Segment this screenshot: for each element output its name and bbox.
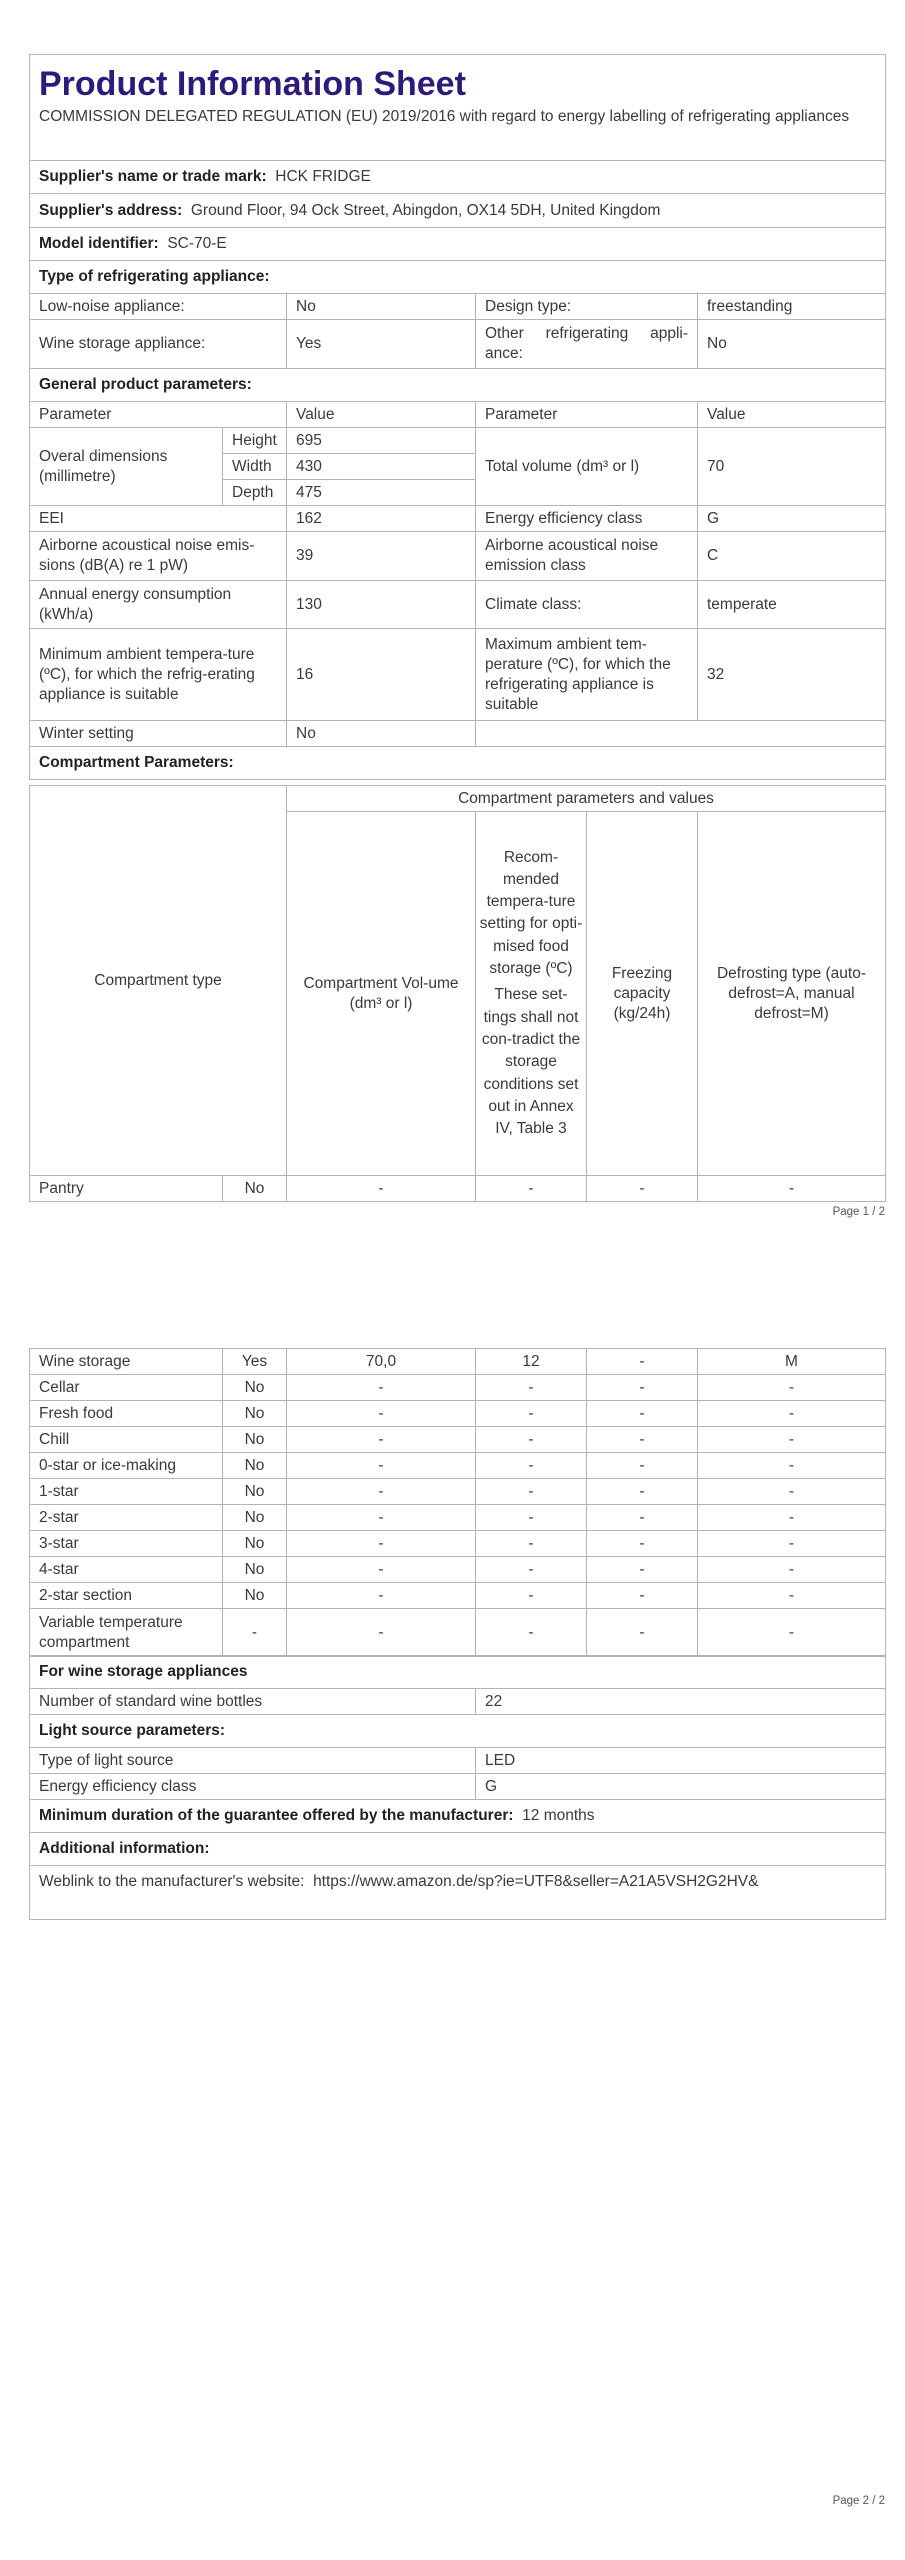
info-table-page-1	[29, 54, 886, 780]
compartment-volume: -	[287, 1427, 476, 1453]
table-row	[30, 1531, 886, 1557]
energy-consumption-value: 130	[287, 581, 476, 629]
supplier-value: HCK FRIDGE	[275, 168, 371, 185]
guarantee-value: 12 months	[522, 1807, 595, 1824]
page-2	[0, 1280, 905, 2560]
compartment-volume: -	[287, 1479, 476, 1505]
compartment-defrost: -	[698, 1375, 886, 1401]
depth-label: Depth	[223, 480, 287, 506]
compartment-name: 3-star	[30, 1531, 223, 1557]
other-appliance-label: Other refrigerating appli-ance:	[476, 320, 698, 369]
light-type-label: Type of light source	[30, 1748, 476, 1774]
low-noise-value: No	[287, 294, 476, 320]
page-title: Product Information Sheet	[39, 65, 466, 103]
pantry-present: No	[223, 1176, 287, 1202]
col-compartment-type: Compartment type	[30, 786, 287, 1176]
compartment-temp: -	[476, 1583, 587, 1609]
address-label: Supplier's address:	[39, 201, 183, 219]
table-row	[30, 1583, 886, 1609]
width-value: 430	[287, 454, 476, 480]
model-row	[30, 228, 886, 261]
compartment-present: No	[223, 1505, 287, 1531]
height-label: Height	[223, 428, 287, 454]
compartment-present: No	[223, 1427, 287, 1453]
table-row	[30, 1349, 886, 1375]
compartment-present: No	[223, 1531, 287, 1557]
other-appliance-value: No	[698, 320, 886, 369]
winter-setting-label: Winter setting	[30, 721, 287, 747]
compartment-temp: -	[476, 1375, 587, 1401]
energy-consumption-label: Annual energy consumption (kWh/a)	[30, 581, 287, 629]
table-row	[30, 1375, 886, 1401]
compartment-defrost: -	[698, 1505, 886, 1531]
pantry-temp: -	[476, 1176, 587, 1202]
compartment-freezing: -	[587, 1531, 698, 1557]
compartment-freezing: -	[587, 1427, 698, 1453]
compartment-volume: -	[287, 1531, 476, 1557]
table-row	[30, 1176, 886, 1202]
wine-bottles-label: Number of standard wine bottles	[30, 1689, 476, 1715]
compartment-temp: -	[476, 1401, 587, 1427]
max-temp-label: Maximum ambient tem-perature (ºC), for which the refrigerating appliance is suitable	[476, 629, 698, 721]
table-row	[30, 1453, 886, 1479]
compartment-name: 0-star or ice-making	[30, 1453, 223, 1479]
compartment-volume: -	[287, 1401, 476, 1427]
width-label: Width	[223, 454, 287, 480]
wine-storage-label: Wine storage appliance:	[30, 320, 287, 369]
wine-storage-value: Yes	[287, 320, 476, 369]
weblink-row	[30, 1866, 886, 1920]
max-temp-value: 32	[698, 629, 886, 721]
wine-heading: For wine storage appliances	[30, 1656, 886, 1689]
compartment-present: No	[223, 1375, 287, 1401]
page-number-2: Page 2 / 2	[832, 2495, 885, 2507]
compartment-name: Chill	[30, 1427, 223, 1453]
compartment-defrost: -	[698, 1401, 886, 1427]
table-row	[30, 1557, 886, 1583]
compartment-temp: -	[476, 1453, 587, 1479]
energy-class-label: Energy efficiency class	[476, 506, 698, 532]
info-table-page-2	[29, 1655, 886, 1920]
total-volume-value: 70	[698, 428, 886, 506]
low-noise-label: Low-noise appliance:	[30, 294, 287, 320]
header-cell	[30, 55, 886, 161]
supplier-label: Supplier's name or trade mark:	[39, 168, 267, 185]
pantry-name: Pantry	[30, 1176, 223, 1202]
additional-heading: Additional information:	[30, 1833, 886, 1866]
compartment-freezing: -	[587, 1453, 698, 1479]
compartment-freezing: -	[587, 1349, 698, 1375]
noise-class-value: C	[698, 532, 886, 581]
page-number-1: Page 1 / 2	[832, 1206, 885, 1218]
table-row	[30, 1479, 886, 1505]
temp-note-1: Recom-mended tempera-ture setting for opti-mised food storage (ºC)	[479, 848, 583, 978]
compartment-freezing: -	[587, 1505, 698, 1531]
col-value-2: Value	[698, 402, 886, 428]
climate-class-label: Climate class:	[476, 581, 698, 629]
col-compartment-volume: Compartment Vol-ume (dm³ or l)	[287, 812, 476, 1176]
compartment-volume: -	[287, 1609, 476, 1657]
total-volume-label: Total volume (dm³ or l)	[476, 428, 698, 506]
min-temp-value: 16	[287, 629, 476, 721]
compartment-present: -	[223, 1609, 287, 1657]
winter-setting-value: No	[287, 721, 476, 747]
address-value: Ground Floor, 94 Ock Street, Abingdon, OX14 5DH, United Kingdom	[190, 201, 661, 219]
compartment-volume: 70,0	[287, 1349, 476, 1375]
compartment-defrost: M	[698, 1349, 886, 1375]
type-heading: Type of refrigerating appliance:	[30, 261, 886, 294]
compartment-present: No	[223, 1583, 287, 1609]
regulation-text: COMMISSION DELEGATED REGULATION (EU) 2019/2016 with regard to energy labelling of refrigerating appliances	[39, 108, 850, 125]
depth-value: 475	[287, 480, 476, 506]
compartment-defrost: -	[698, 1427, 886, 1453]
general-heading: General product parameters:	[30, 369, 886, 402]
compartment-group-header: Compartment parameters and values	[287, 786, 886, 812]
temp-note-2: These set-tings shall not con-tradict the storage conditions set out in Annex IV, Table 3	[481, 986, 581, 1138]
compartment-freezing: -	[587, 1401, 698, 1427]
pantry-freezing: -	[587, 1176, 698, 1202]
col-value-1: Value	[287, 402, 476, 428]
eei-value: 162	[287, 506, 476, 532]
table-row	[30, 1401, 886, 1427]
compartment-temp: -	[476, 1609, 587, 1657]
compartment-temp: 12	[476, 1349, 587, 1375]
model-value: SC-70-E	[167, 235, 227, 252]
compartment-temp: -	[476, 1557, 587, 1583]
min-temp-label: Minimum ambient tempera-ture (ºC), for which the refrig-erating appliance is suitable	[30, 629, 287, 721]
noise-class-label: Airborne acoustical noise emission class	[476, 532, 698, 581]
weblink-value: https://www.amazon.de/sp?ie=UTF8&seller=A21A5VSH2G2HV&	[313, 1873, 759, 1890]
compartment-name: Variable temperature compartment	[30, 1609, 223, 1657]
pantry-defrost: -	[698, 1176, 886, 1202]
compartment-defrost: -	[698, 1609, 886, 1657]
compartment-volume: -	[287, 1375, 476, 1401]
table-row	[30, 1609, 886, 1657]
compartment-table-page-2	[29, 1348, 886, 1657]
compartment-name: Wine storage	[30, 1349, 223, 1375]
compartment-name: Fresh food	[30, 1401, 223, 1427]
compartment-freezing: -	[587, 1479, 698, 1505]
compartment-freezing: -	[587, 1557, 698, 1583]
noise-value: 39	[287, 532, 476, 581]
compartment-volume: -	[287, 1453, 476, 1479]
wine-bottles-value: 22	[476, 1689, 886, 1715]
model-label: Model identifier:	[39, 235, 159, 252]
pantry-volume: -	[287, 1176, 476, 1202]
height-value: 695	[287, 428, 476, 454]
compartment-name: 4-star	[30, 1557, 223, 1583]
compartment-volume: -	[287, 1557, 476, 1583]
noise-label: Airborne acoustical noise emis-sions (dB(A) re 1 pW)	[30, 532, 287, 581]
compartment-present: Yes	[223, 1349, 287, 1375]
compartment-temp: -	[476, 1505, 587, 1531]
eei-label: EEI	[30, 506, 287, 532]
col-recommended-temperature	[476, 812, 587, 1176]
energy-class-value: G	[698, 506, 886, 532]
light-type-value: LED	[476, 1748, 886, 1774]
col-defrosting-type: Defrosting type (auto-defrost=A, manual defrost=M)	[698, 812, 886, 1176]
compartment-present: No	[223, 1479, 287, 1505]
compartment-present: No	[223, 1401, 287, 1427]
compartment-freezing: -	[587, 1583, 698, 1609]
address-row	[30, 194, 886, 228]
table-row	[30, 1505, 886, 1531]
guarantee-label: Minimum duration of the guarantee offered by the manufacturer:	[39, 1807, 514, 1824]
compartment-present: No	[223, 1453, 287, 1479]
compartment-temp: -	[476, 1427, 587, 1453]
compartment-name: 2-star section	[30, 1583, 223, 1609]
col-freezing-capacity: Freezing capacity (kg/24h)	[587, 812, 698, 1176]
compartment-defrost: -	[698, 1453, 886, 1479]
compartment-defrost: -	[698, 1583, 886, 1609]
supplier-row	[30, 161, 886, 194]
compartment-temp: -	[476, 1531, 587, 1557]
compartment-volume: -	[287, 1505, 476, 1531]
compartment-defrost: -	[698, 1479, 886, 1505]
compartment-freezing: -	[587, 1609, 698, 1657]
guarantee-row	[30, 1800, 886, 1833]
design-type-label: Design type:	[476, 294, 698, 320]
compartment-defrost: -	[698, 1557, 886, 1583]
compartment-freezing: -	[587, 1375, 698, 1401]
design-type-value: freestanding	[698, 294, 886, 320]
table-row	[30, 1427, 886, 1453]
light-heading: Light source parameters:	[30, 1715, 886, 1748]
compartment-header-table	[29, 785, 886, 1202]
compartment-name: 1-star	[30, 1479, 223, 1505]
empty-cell	[476, 721, 886, 747]
compartment-name: 2-star	[30, 1505, 223, 1531]
climate-class-value: temperate	[698, 581, 886, 629]
compartment-volume: -	[287, 1583, 476, 1609]
col-parameter-1: Parameter	[30, 402, 287, 428]
compartment-temp: -	[476, 1479, 587, 1505]
weblink-label: Weblink to the manufacturer's website:	[39, 1873, 305, 1890]
col-parameter-2: Parameter	[476, 402, 698, 428]
light-class-label: Energy efficiency class	[30, 1774, 476, 1800]
light-class-value: G	[476, 1774, 886, 1800]
dimensions-label: Overal dimensions (millimetre)	[30, 428, 223, 506]
compartment-present: No	[223, 1557, 287, 1583]
compartment-name: Cellar	[30, 1375, 223, 1401]
compartment-defrost: -	[698, 1531, 886, 1557]
compartment-heading: Compartment Parameters:	[30, 747, 886, 780]
